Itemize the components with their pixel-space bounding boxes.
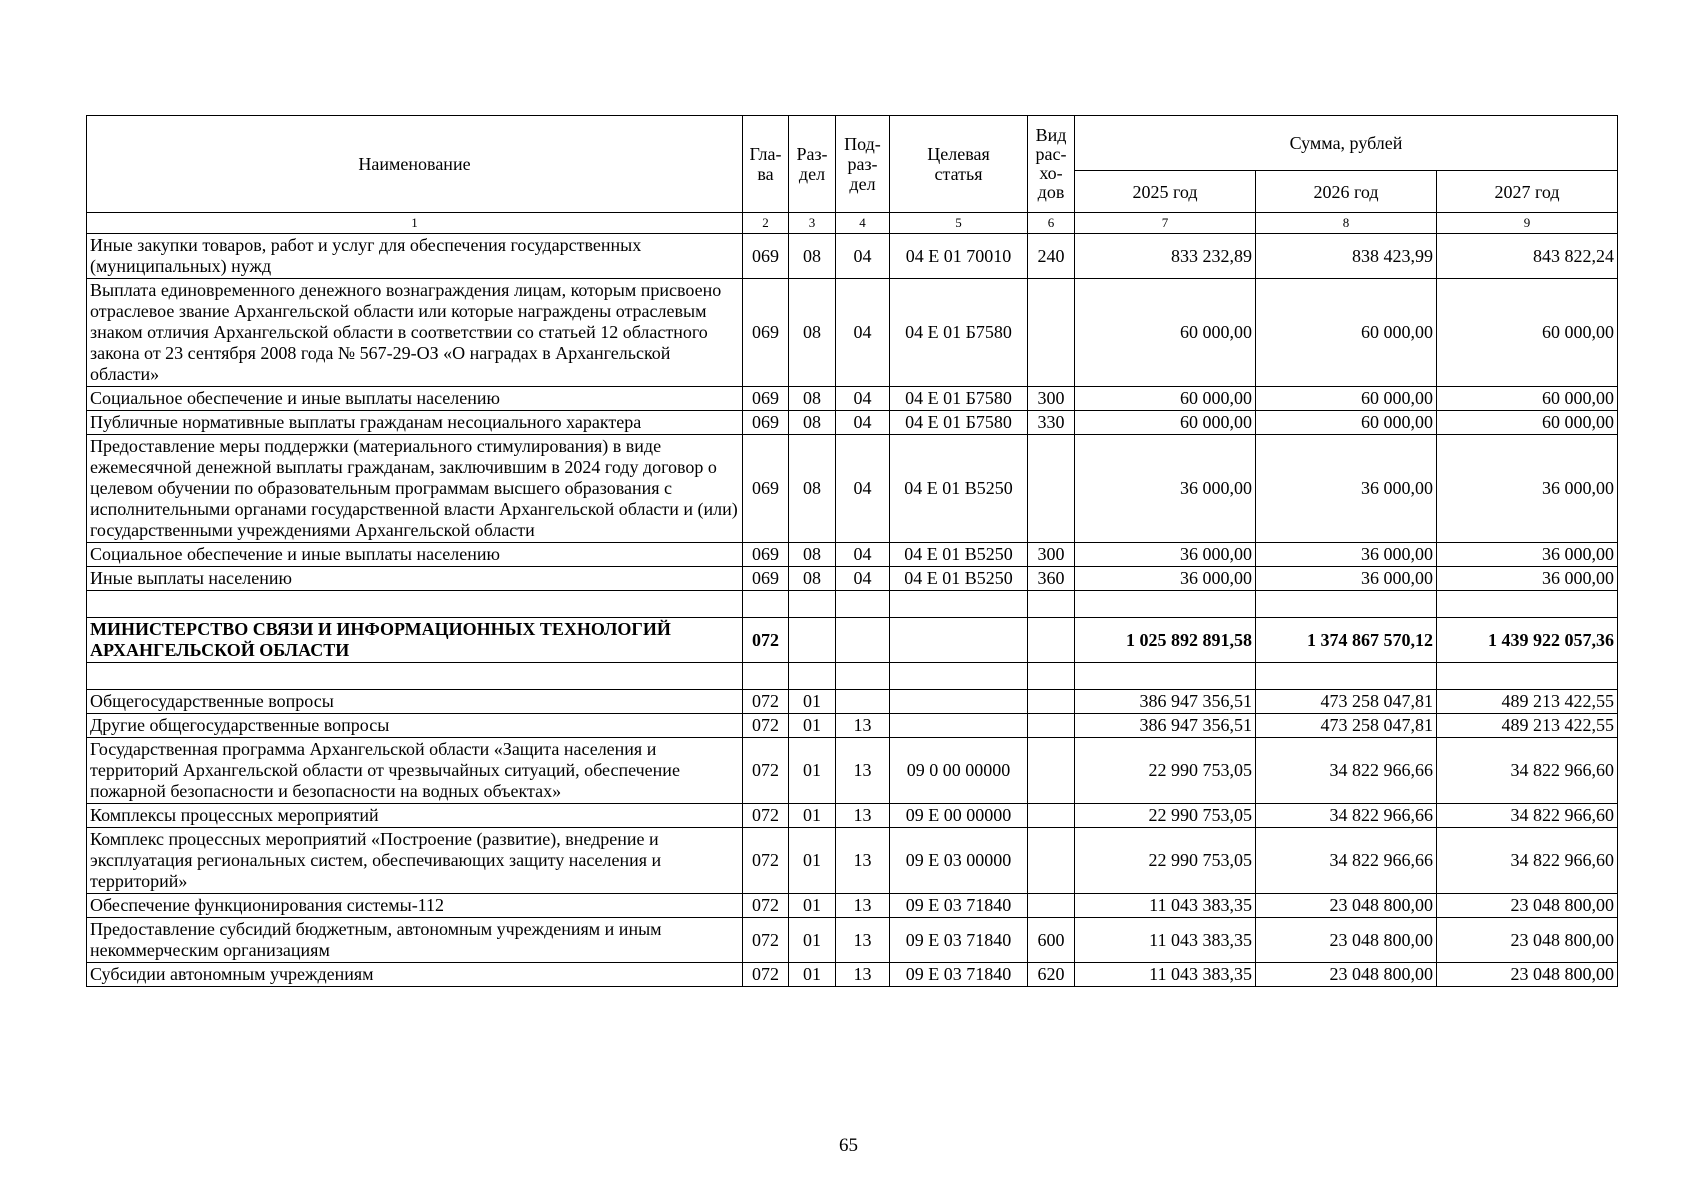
cell-sum-2025: 1 025 892 891,58 — [1075, 618, 1256, 663]
cell-sum-2026: 23 048 800,00 — [1256, 918, 1437, 963]
cell-name: Выплата единовременного денежного вознаграждения лицам, которым присвоено отраслевое звание Архангельской области или которые награждены отраслевым знаком отличия Архангельской области в соответствии со статьей 12 областного закона от 23 сентября 2008 года № 567-29-ОЗ «О наградах в Архангельской области» — [87, 279, 743, 387]
cell-expense-type — [1028, 618, 1075, 663]
cell-sum-2025 — [1075, 663, 1256, 690]
cell-section: 01 — [789, 714, 836, 738]
cell-sum-2026: 34 822 966,66 — [1256, 804, 1437, 828]
cell-section: 08 — [789, 435, 836, 543]
cell-expense-type — [1028, 435, 1075, 543]
cell-sum-2026: 838 423,99 — [1256, 234, 1437, 279]
cell-section: 01 — [789, 963, 836, 987]
cell-sum-2027: 36 000,00 — [1437, 543, 1618, 567]
cell-chapter: 072 — [743, 894, 789, 918]
cell-sum-2027: 1 439 922 057,36 — [1437, 618, 1618, 663]
cell-sum-2027: 489 213 422,55 — [1437, 714, 1618, 738]
cell-chapter: 069 — [743, 567, 789, 591]
cell-sum-2025: 60 000,00 — [1075, 387, 1256, 411]
table-row — [87, 918, 1618, 963]
cell-name: Предоставление меры поддержки (материального стимулирования) в виде ежемесячной денежной выплаты гражданам, заключившим в 2024 году договор о целевом обучении по образовательным программам высшего образования с исполнительными органами государственной власти Архангельской области и (или) государственными учреждениями Архангельской области — [87, 435, 743, 543]
cell-chapter: 072 — [743, 714, 789, 738]
cell-target-article: 09 Е 03 71840 — [890, 894, 1028, 918]
column-number: 9 — [1437, 213, 1618, 234]
cell-sum-2025: 22 990 753,05 — [1075, 738, 1256, 804]
cell-name: Государственная программа Архангельской области «Защита населения и территорий Архангельской области от чрезвычайных ситуаций, обеспечение пожарной безопасности и безопасности на водных объектах» — [87, 738, 743, 804]
cell-sum-2027 — [1437, 591, 1618, 618]
header-chapter: Гла- ва — [743, 116, 789, 213]
cell-chapter: 069 — [743, 435, 789, 543]
cell-sum-2026: 1 374 867 570,12 — [1256, 618, 1437, 663]
table-row — [87, 618, 1618, 663]
cell-subsection: 13 — [836, 804, 890, 828]
table-row — [87, 714, 1618, 738]
cell-sum-2026: 23 048 800,00 — [1256, 894, 1437, 918]
cell-subsection: 04 — [836, 567, 890, 591]
budget-table — [86, 115, 1618, 987]
header-expense-type: Вид рас- хо- дов — [1028, 116, 1075, 213]
cell-sum-2026: 34 822 966,66 — [1256, 738, 1437, 804]
cell-subsection — [836, 591, 890, 618]
table-row — [87, 828, 1618, 894]
header-name: Наименование — [87, 116, 743, 213]
cell-name — [87, 663, 743, 690]
cell-name: Комплекс процессных мероприятий «Построение (развитие), внедрение и эксплуатация региональных систем, обеспечивающих защиту населения и территорий» — [87, 828, 743, 894]
cell-target-article: 04 Е 01 70010 — [890, 234, 1028, 279]
cell-target-article: 04 Е 01 В5250 — [890, 543, 1028, 567]
cell-section: 08 — [789, 279, 836, 387]
cell-sum-2025: 60 000,00 — [1075, 279, 1256, 387]
cell-section: 08 — [789, 567, 836, 591]
table-row — [87, 690, 1618, 714]
table-row — [87, 411, 1618, 435]
cell-chapter: 072 — [743, 690, 789, 714]
table-row — [87, 591, 1618, 618]
cell-sum-2027: 34 822 966,60 — [1437, 738, 1618, 804]
cell-name: Обеспечение функционирования системы-112 — [87, 894, 743, 918]
cell-subsection: 13 — [836, 828, 890, 894]
table-row — [87, 543, 1618, 567]
table-row — [87, 387, 1618, 411]
cell-sum-2026: 60 000,00 — [1256, 387, 1437, 411]
cell-chapter: 069 — [743, 387, 789, 411]
cell-sum-2027: 60 000,00 — [1437, 411, 1618, 435]
cell-target-article — [890, 714, 1028, 738]
header-year-2025: 2025 год — [1075, 171, 1256, 213]
cell-expense-type — [1028, 663, 1075, 690]
cell-chapter — [743, 663, 789, 690]
cell-sum-2026: 36 000,00 — [1256, 567, 1437, 591]
cell-sum-2026: 60 000,00 — [1256, 411, 1437, 435]
cell-sum-2026: 36 000,00 — [1256, 435, 1437, 543]
column-number: 6 — [1028, 213, 1075, 234]
cell-sum-2025: 386 947 356,51 — [1075, 690, 1256, 714]
column-number: 8 — [1256, 213, 1437, 234]
cell-sum-2027: 489 213 422,55 — [1437, 690, 1618, 714]
cell-sum-2026 — [1256, 663, 1437, 690]
cell-sum-2027: 60 000,00 — [1437, 279, 1618, 387]
cell-section: 08 — [789, 543, 836, 567]
cell-sum-2025: 36 000,00 — [1075, 567, 1256, 591]
cell-subsection: 13 — [836, 918, 890, 963]
cell-chapter: 069 — [743, 411, 789, 435]
cell-sum-2026: 473 258 047,81 — [1256, 714, 1437, 738]
cell-chapter: 072 — [743, 963, 789, 987]
header-sum: Сумма, рублей — [1075, 116, 1618, 171]
cell-expense-type: 300 — [1028, 387, 1075, 411]
cell-sum-2026: 36 000,00 — [1256, 543, 1437, 567]
cell-section: 01 — [789, 804, 836, 828]
cell-name: Другие общегосударственные вопросы — [87, 714, 743, 738]
cell-sum-2027: 23 048 800,00 — [1437, 894, 1618, 918]
cell-sum-2026: 473 258 047,81 — [1256, 690, 1437, 714]
column-numbers-row — [87, 213, 1618, 234]
table-row — [87, 279, 1618, 387]
column-number: 5 — [890, 213, 1028, 234]
cell-sum-2027: 34 822 966,60 — [1437, 804, 1618, 828]
cell-target-article: 04 Е 01 Б7580 — [890, 411, 1028, 435]
cell-target-article: 09 Е 00 00000 — [890, 804, 1028, 828]
cell-chapter: 069 — [743, 279, 789, 387]
cell-section: 01 — [789, 894, 836, 918]
cell-expense-type: 600 — [1028, 918, 1075, 963]
header-year-2027: 2027 год — [1437, 171, 1618, 213]
table-body — [87, 213, 1618, 987]
cell-subsection: 04 — [836, 435, 890, 543]
cell-expense-type: 330 — [1028, 411, 1075, 435]
cell-name: Социальное обеспечение и иные выплаты населению — [87, 543, 743, 567]
cell-expense-type: 360 — [1028, 567, 1075, 591]
cell-target-article: 04 Е 01 В5250 — [890, 435, 1028, 543]
cell-expense-type: 240 — [1028, 234, 1075, 279]
cell-sum-2025: 22 990 753,05 — [1075, 828, 1256, 894]
cell-expense-type — [1028, 804, 1075, 828]
header-target-article: Целевая статья — [890, 116, 1028, 213]
cell-sum-2027: 843 822,24 — [1437, 234, 1618, 279]
table-row — [87, 435, 1618, 543]
cell-name: Иные выплаты населению — [87, 567, 743, 591]
cell-sum-2025 — [1075, 591, 1256, 618]
cell-chapter: 072 — [743, 918, 789, 963]
cell-target-article — [890, 663, 1028, 690]
cell-target-article — [890, 690, 1028, 714]
cell-section: 01 — [789, 828, 836, 894]
cell-sum-2025: 386 947 356,51 — [1075, 714, 1256, 738]
cell-sum-2026: 60 000,00 — [1256, 279, 1437, 387]
cell-chapter — [743, 591, 789, 618]
cell-subsection — [836, 663, 890, 690]
table-row — [87, 234, 1618, 279]
cell-sum-2027: 36 000,00 — [1437, 567, 1618, 591]
cell-expense-type — [1028, 714, 1075, 738]
table-row — [87, 567, 1618, 591]
cell-expense-type: 300 — [1028, 543, 1075, 567]
cell-subsection: 04 — [836, 234, 890, 279]
cell-name: Предоставление субсидий бюджетным, автономным учреждениям и иным некоммерческим организациям — [87, 918, 743, 963]
cell-subsection: 13 — [836, 894, 890, 918]
cell-target-article: 09 Е 03 71840 — [890, 918, 1028, 963]
cell-chapter: 072 — [743, 738, 789, 804]
cell-section: 01 — [789, 690, 836, 714]
cell-sum-2025: 60 000,00 — [1075, 411, 1256, 435]
cell-expense-type — [1028, 738, 1075, 804]
table-row — [87, 663, 1618, 690]
cell-section — [789, 663, 836, 690]
cell-subsection: 13 — [836, 738, 890, 804]
cell-section: 01 — [789, 918, 836, 963]
cell-target-article: 04 Е 01 Б7580 — [890, 279, 1028, 387]
cell-expense-type — [1028, 690, 1075, 714]
header-subsection: Под- раз- дел — [836, 116, 890, 213]
column-number: 4 — [836, 213, 890, 234]
cell-sum-2026: 23 048 800,00 — [1256, 963, 1437, 987]
cell-sum-2025: 833 232,89 — [1075, 234, 1256, 279]
cell-target-article — [890, 618, 1028, 663]
cell-sum-2026: 34 822 966,66 — [1256, 828, 1437, 894]
cell-name — [87, 591, 743, 618]
table-row — [87, 963, 1618, 987]
cell-name: Иные закупки товаров, работ и услуг для обеспечения государственных (муниципальных) нужд — [87, 234, 743, 279]
cell-subsection: 13 — [836, 714, 890, 738]
cell-chapter: 069 — [743, 543, 789, 567]
cell-sum-2027: 23 048 800,00 — [1437, 963, 1618, 987]
cell-name: Социальное обеспечение и иные выплаты населению — [87, 387, 743, 411]
cell-name: Субсидии автономным учреждениям — [87, 963, 743, 987]
cell-target-article: 09 0 00 00000 — [890, 738, 1028, 804]
cell-name: Публичные нормативные выплаты гражданам несоциального характера — [87, 411, 743, 435]
cell-subsection: 04 — [836, 543, 890, 567]
cell-section: 08 — [789, 411, 836, 435]
cell-subsection — [836, 618, 890, 663]
cell-section — [789, 618, 836, 663]
cell-sum-2027: 23 048 800,00 — [1437, 918, 1618, 963]
cell-expense-type — [1028, 591, 1075, 618]
column-number: 7 — [1075, 213, 1256, 234]
cell-section — [789, 591, 836, 618]
cell-sum-2027: 60 000,00 — [1437, 387, 1618, 411]
cell-subsection: 04 — [836, 411, 890, 435]
cell-expense-type: 620 — [1028, 963, 1075, 987]
cell-sum-2027: 34 822 966,60 — [1437, 828, 1618, 894]
cell-subsection: 04 — [836, 279, 890, 387]
cell-chapter: 069 — [743, 234, 789, 279]
table-row — [87, 804, 1618, 828]
cell-name: Комплексы процессных мероприятий — [87, 804, 743, 828]
cell-sum-2025: 11 043 383,35 — [1075, 894, 1256, 918]
cell-expense-type — [1028, 894, 1075, 918]
cell-subsection — [836, 690, 890, 714]
cell-sum-2027: 36 000,00 — [1437, 435, 1618, 543]
cell-sum-2025: 22 990 753,05 — [1075, 804, 1256, 828]
column-number: 2 — [743, 213, 789, 234]
cell-section: 01 — [789, 738, 836, 804]
cell-target-article: 09 Е 03 71840 — [890, 963, 1028, 987]
cell-sum-2025: 36 000,00 — [1075, 435, 1256, 543]
cell-sum-2025: 11 043 383,35 — [1075, 918, 1256, 963]
cell-target-article — [890, 591, 1028, 618]
cell-chapter: 072 — [743, 804, 789, 828]
cell-sum-2025: 11 043 383,35 — [1075, 963, 1256, 987]
cell-sum-2025: 36 000,00 — [1075, 543, 1256, 567]
table-row — [87, 894, 1618, 918]
cell-target-article: 04 Е 01 Б7580 — [890, 387, 1028, 411]
cell-subsection: 04 — [836, 387, 890, 411]
cell-chapter: 072 — [743, 618, 789, 663]
page-number: 65 — [839, 1135, 858, 1156]
cell-section: 08 — [789, 387, 836, 411]
cell-target-article: 09 Е 03 00000 — [890, 828, 1028, 894]
cell-expense-type — [1028, 279, 1075, 387]
cell-subsection: 13 — [836, 963, 890, 987]
header-year-2026: 2026 год — [1256, 171, 1437, 213]
cell-expense-type — [1028, 828, 1075, 894]
cell-sum-2026 — [1256, 591, 1437, 618]
column-number: 3 — [789, 213, 836, 234]
cell-section: 08 — [789, 234, 836, 279]
cell-sum-2027 — [1437, 663, 1618, 690]
cell-target-article: 04 Е 01 В5250 — [890, 567, 1028, 591]
cell-name: МИНИСТЕРСТВО СВЯЗИ И ИНФОРМАЦИОННЫХ ТЕХНОЛОГИЙ АРХАНГЕЛЬСКОЙ ОБЛАСТИ — [87, 618, 743, 663]
column-number: 1 — [87, 213, 743, 234]
table-row — [87, 738, 1618, 804]
header-section: Раз- дел — [789, 116, 836, 213]
cell-chapter: 072 — [743, 828, 789, 894]
cell-name: Общегосударственные вопросы — [87, 690, 743, 714]
